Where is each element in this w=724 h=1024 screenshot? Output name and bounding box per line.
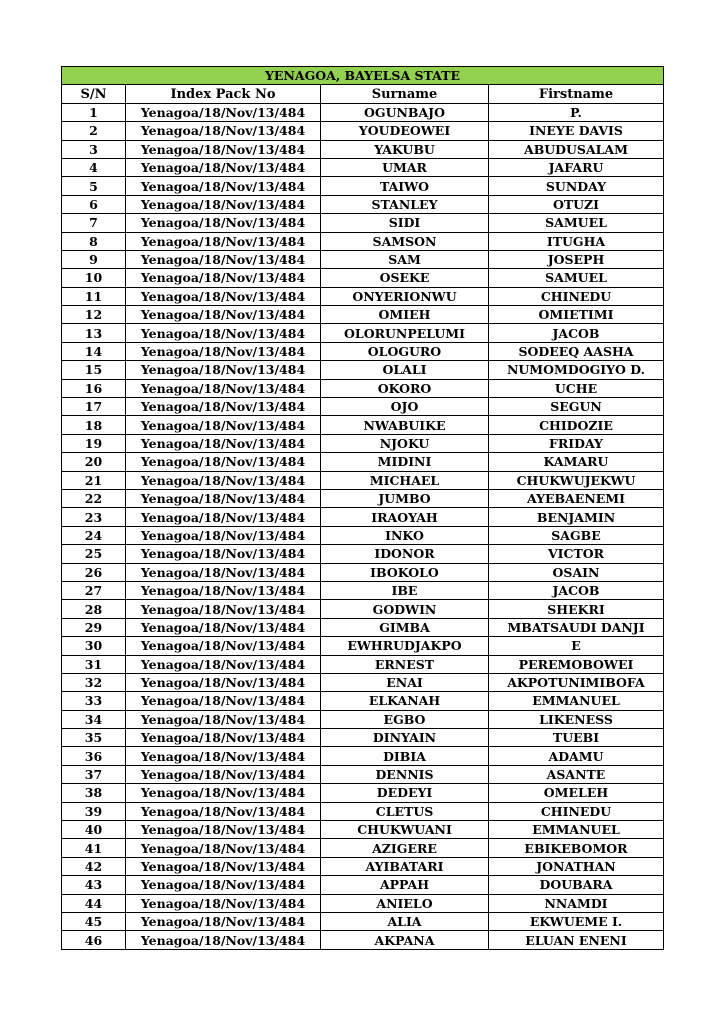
- cell-index-pack-no: Yenagoa/18/Nov/13/484: [126, 434, 321, 452]
- cell-sn: 12: [62, 306, 126, 324]
- cell-surname: MICHAEL: [321, 471, 489, 489]
- cell-index-pack-no: Yenagoa/18/Nov/13/484: [126, 250, 321, 268]
- cell-sn: 39: [62, 802, 126, 820]
- table-row: [62, 784, 664, 802]
- cell-sn: 5: [62, 177, 126, 195]
- cell-index-pack-no: Yenagoa/18/Nov/13/484: [126, 453, 321, 471]
- cell-firstname: ASANTE: [489, 765, 664, 783]
- cell-index-pack-no: Yenagoa/18/Nov/13/484: [126, 821, 321, 839]
- cell-index-pack-no: Yenagoa/18/Nov/13/484: [126, 508, 321, 526]
- cell-firstname: KAMARU: [489, 453, 664, 471]
- table-row: [62, 912, 664, 930]
- cell-sn: 16: [62, 379, 126, 397]
- cell-index-pack-no: Yenagoa/18/Nov/13/484: [126, 600, 321, 618]
- table-row: [62, 581, 664, 599]
- cell-sn: 36: [62, 747, 126, 765]
- cell-sn: 32: [62, 673, 126, 691]
- cell-index-pack-no: Yenagoa/18/Nov/13/484: [126, 214, 321, 232]
- cell-firstname: TUEBI: [489, 729, 664, 747]
- cell-index-pack-no: Yenagoa/18/Nov/13/484: [126, 195, 321, 213]
- cell-sn: 7: [62, 214, 126, 232]
- table-row: [62, 122, 664, 140]
- table-row: [62, 306, 664, 324]
- cell-firstname: EMMANUEL: [489, 692, 664, 710]
- cell-index-pack-no: Yenagoa/18/Nov/13/484: [126, 894, 321, 912]
- cell-sn: 1: [62, 103, 126, 121]
- cell-sn: 34: [62, 710, 126, 728]
- cell-surname: ALIA: [321, 912, 489, 930]
- cell-firstname: NUMOMDOGIYO D.: [489, 361, 664, 379]
- cell-surname: CHUKWUANI: [321, 821, 489, 839]
- cell-surname: GODWIN: [321, 600, 489, 618]
- cell-surname: NJOKU: [321, 434, 489, 452]
- cell-sn: 23: [62, 508, 126, 526]
- cell-index-pack-no: Yenagoa/18/Nov/13/484: [126, 747, 321, 765]
- cell-surname: OJO: [321, 398, 489, 416]
- table-row: [62, 158, 664, 176]
- cell-surname: DEDEYI: [321, 784, 489, 802]
- cell-surname: AYIBATARI: [321, 857, 489, 875]
- table-row: [62, 177, 664, 195]
- cell-index-pack-no: Yenagoa/18/Nov/13/484: [126, 489, 321, 507]
- table-row: [62, 416, 664, 434]
- table-row: [62, 545, 664, 563]
- cell-surname: OSEKE: [321, 269, 489, 287]
- cell-firstname: MBATSAUDI DANJI: [489, 618, 664, 636]
- cell-firstname: FRIDAY: [489, 434, 664, 452]
- cell-sn: 46: [62, 931, 126, 949]
- cell-sn: 25: [62, 545, 126, 563]
- cell-surname: INKO: [321, 526, 489, 544]
- cell-firstname: EBIKEBOMOR: [489, 839, 664, 857]
- table-row: [62, 250, 664, 268]
- cell-index-pack-no: Yenagoa/18/Nov/13/484: [126, 931, 321, 949]
- cell-index-pack-no: Yenagoa/18/Nov/13/484: [126, 361, 321, 379]
- cell-surname: YAKUBU: [321, 140, 489, 158]
- cell-firstname: AKPOTUNIMIBOFA: [489, 673, 664, 691]
- cell-index-pack-no: Yenagoa/18/Nov/13/484: [126, 526, 321, 544]
- cell-firstname: ABUDUSALAM: [489, 140, 664, 158]
- cell-sn: 26: [62, 563, 126, 581]
- cell-index-pack-no: Yenagoa/18/Nov/13/484: [126, 673, 321, 691]
- cell-firstname: SHEKRI: [489, 600, 664, 618]
- cell-surname: NWABUIKE: [321, 416, 489, 434]
- cell-firstname: EKWUEME I.: [489, 912, 664, 930]
- table-row: [62, 379, 664, 397]
- cell-surname: IDONOR: [321, 545, 489, 563]
- table-row: [62, 269, 664, 287]
- table-row: [62, 765, 664, 783]
- cell-sn: 44: [62, 894, 126, 912]
- cell-firstname: P.: [489, 103, 664, 121]
- table-row: [62, 526, 664, 544]
- table-row: [62, 361, 664, 379]
- cell-sn: 18: [62, 416, 126, 434]
- cell-surname: YOUDEOWEI: [321, 122, 489, 140]
- cell-index-pack-no: Yenagoa/18/Nov/13/484: [126, 306, 321, 324]
- cell-sn: 6: [62, 195, 126, 213]
- cell-firstname: CHINEDU: [489, 287, 664, 305]
- table-row: [62, 508, 664, 526]
- table-row: [62, 324, 664, 342]
- table-row: [62, 600, 664, 618]
- cell-sn: 11: [62, 287, 126, 305]
- cell-sn: 20: [62, 453, 126, 471]
- cell-index-pack-no: Yenagoa/18/Nov/13/484: [126, 563, 321, 581]
- cell-sn: 45: [62, 912, 126, 930]
- table-row: [62, 287, 664, 305]
- header-row: [62, 85, 664, 103]
- cell-firstname: CHINEDU: [489, 802, 664, 820]
- cell-firstname: SODEEQ AASHA: [489, 342, 664, 360]
- cell-index-pack-no: Yenagoa/18/Nov/13/484: [126, 876, 321, 894]
- cell-surname: DINYAIN: [321, 729, 489, 747]
- cell-index-pack-no: Yenagoa/18/Nov/13/484: [126, 287, 321, 305]
- table-row: [62, 637, 664, 655]
- cell-index-pack-no: Yenagoa/18/Nov/13/484: [126, 342, 321, 360]
- cell-sn: 21: [62, 471, 126, 489]
- cell-index-pack-no: Yenagoa/18/Nov/13/484: [126, 912, 321, 930]
- cell-index-pack-no: Yenagoa/18/Nov/13/484: [126, 379, 321, 397]
- cell-index-pack-no: Yenagoa/18/Nov/13/484: [126, 784, 321, 802]
- cell-surname: ENAI: [321, 673, 489, 691]
- cell-sn: 13: [62, 324, 126, 342]
- cell-firstname: LIKENESS: [489, 710, 664, 728]
- cell-surname: SIDI: [321, 214, 489, 232]
- cell-firstname: JAFARU: [489, 158, 664, 176]
- cell-index-pack-no: Yenagoa/18/Nov/13/484: [126, 122, 321, 140]
- table-row: [62, 453, 664, 471]
- cell-firstname: ADAMU: [489, 747, 664, 765]
- cell-index-pack-no: Yenagoa/18/Nov/13/484: [126, 269, 321, 287]
- table-row: [62, 195, 664, 213]
- cell-sn: 33: [62, 692, 126, 710]
- roster-table: [61, 66, 664, 950]
- cell-surname: ERNEST: [321, 655, 489, 673]
- table-row: [62, 398, 664, 416]
- cell-surname: AKPANA: [321, 931, 489, 949]
- cell-firstname: CHIDOZIE: [489, 416, 664, 434]
- table-row: [62, 894, 664, 912]
- cell-index-pack-no: Yenagoa/18/Nov/13/484: [126, 140, 321, 158]
- table-row: [62, 710, 664, 728]
- table-row: [62, 729, 664, 747]
- cell-firstname: NNAMDI: [489, 894, 664, 912]
- table-row: [62, 692, 664, 710]
- cell-firstname: AYEBAENEMI: [489, 489, 664, 507]
- cell-surname: OGUNBAJO: [321, 103, 489, 121]
- table-row: [62, 434, 664, 452]
- cell-sn: 30: [62, 637, 126, 655]
- cell-index-pack-no: Yenagoa/18/Nov/13/484: [126, 655, 321, 673]
- cell-index-pack-no: Yenagoa/18/Nov/13/484: [126, 416, 321, 434]
- cell-index-pack-no: Yenagoa/18/Nov/13/484: [126, 729, 321, 747]
- cell-surname: UMAR: [321, 158, 489, 176]
- cell-firstname: OMELEH: [489, 784, 664, 802]
- table-row: [62, 232, 664, 250]
- cell-surname: OMIEH: [321, 306, 489, 324]
- cell-firstname: VICTOR: [489, 545, 664, 563]
- cell-sn: 19: [62, 434, 126, 452]
- cell-surname: IBOKOLO: [321, 563, 489, 581]
- cell-index-pack-no: Yenagoa/18/Nov/13/484: [126, 232, 321, 250]
- cell-sn: 38: [62, 784, 126, 802]
- cell-firstname: JACOB: [489, 324, 664, 342]
- cell-sn: 42: [62, 857, 126, 875]
- table-row: [62, 471, 664, 489]
- cell-surname: IBE: [321, 581, 489, 599]
- cell-surname: ONYERIONWU: [321, 287, 489, 305]
- cell-firstname: DOUBARA: [489, 876, 664, 894]
- cell-sn: 37: [62, 765, 126, 783]
- cell-firstname: BENJAMIN: [489, 508, 664, 526]
- cell-sn: 31: [62, 655, 126, 673]
- cell-firstname: INEYE DAVIS: [489, 122, 664, 140]
- cell-surname: CLETUS: [321, 802, 489, 820]
- cell-firstname: ITUGHA: [489, 232, 664, 250]
- table-row: [62, 857, 664, 875]
- cell-firstname: ELUAN ENENI: [489, 931, 664, 949]
- cell-surname: ELKANAH: [321, 692, 489, 710]
- cell-surname: GIMBA: [321, 618, 489, 636]
- cell-index-pack-no: Yenagoa/18/Nov/13/484: [126, 802, 321, 820]
- cell-sn: 15: [62, 361, 126, 379]
- cell-sn: 17: [62, 398, 126, 416]
- cell-sn: 40: [62, 821, 126, 839]
- cell-firstname: E: [489, 637, 664, 655]
- cell-surname: OLOGURO: [321, 342, 489, 360]
- cell-sn: 3: [62, 140, 126, 158]
- table-row: [62, 342, 664, 360]
- cell-surname: SAM: [321, 250, 489, 268]
- cell-sn: 10: [62, 269, 126, 287]
- header-sn: S/N: [62, 85, 126, 103]
- cell-surname: OKORO: [321, 379, 489, 397]
- cell-index-pack-no: Yenagoa/18/Nov/13/484: [126, 581, 321, 599]
- cell-firstname: EMMANUEL: [489, 821, 664, 839]
- title-row: [62, 67, 664, 85]
- cell-surname: TAIWO: [321, 177, 489, 195]
- cell-surname: EGBO: [321, 710, 489, 728]
- cell-sn: 29: [62, 618, 126, 636]
- cell-index-pack-no: Yenagoa/18/Nov/13/484: [126, 177, 321, 195]
- cell-index-pack-no: Yenagoa/18/Nov/13/484: [126, 710, 321, 728]
- cell-surname: EWHRUDJAKPO: [321, 637, 489, 655]
- table-row: [62, 140, 664, 158]
- table-row: [62, 839, 664, 857]
- cell-surname: STANLEY: [321, 195, 489, 213]
- cell-index-pack-no: Yenagoa/18/Nov/13/484: [126, 103, 321, 121]
- cell-surname: OLORUNPELUMI: [321, 324, 489, 342]
- cell-sn: 27: [62, 581, 126, 599]
- table-row: [62, 821, 664, 839]
- cell-sn: 9: [62, 250, 126, 268]
- cell-firstname: PEREMOBOWEI: [489, 655, 664, 673]
- cell-firstname: JACOB: [489, 581, 664, 599]
- cell-firstname: SUNDAY: [489, 177, 664, 195]
- cell-index-pack-no: Yenagoa/18/Nov/13/484: [126, 637, 321, 655]
- cell-sn: 22: [62, 489, 126, 507]
- cell-index-pack-no: Yenagoa/18/Nov/13/484: [126, 857, 321, 875]
- cell-sn: 2: [62, 122, 126, 140]
- cell-sn: 8: [62, 232, 126, 250]
- table-row: [62, 489, 664, 507]
- cell-index-pack-no: Yenagoa/18/Nov/13/484: [126, 692, 321, 710]
- cell-surname: DENNIS: [321, 765, 489, 783]
- cell-surname: SAMSON: [321, 232, 489, 250]
- cell-surname: JUMBO: [321, 489, 489, 507]
- cell-index-pack-no: Yenagoa/18/Nov/13/484: [126, 765, 321, 783]
- cell-sn: 14: [62, 342, 126, 360]
- cell-sn: 28: [62, 600, 126, 618]
- header-surname: Surname: [321, 85, 489, 103]
- table-title: YENAGOA, BAYELSA STATE: [62, 67, 664, 85]
- cell-index-pack-no: Yenagoa/18/Nov/13/484: [126, 158, 321, 176]
- table-row: [62, 214, 664, 232]
- header-firstname: Firstname: [489, 85, 664, 103]
- table-row: [62, 876, 664, 894]
- cell-firstname: CHUKWUJEKWU: [489, 471, 664, 489]
- cell-sn: 24: [62, 526, 126, 544]
- cell-firstname: UCHE: [489, 379, 664, 397]
- table-row: [62, 103, 664, 121]
- cell-index-pack-no: Yenagoa/18/Nov/13/484: [126, 839, 321, 857]
- cell-firstname: JOSEPH: [489, 250, 664, 268]
- cell-index-pack-no: Yenagoa/18/Nov/13/484: [126, 471, 321, 489]
- cell-index-pack-no: Yenagoa/18/Nov/13/484: [126, 398, 321, 416]
- cell-firstname: JONATHAN: [489, 857, 664, 875]
- cell-surname: AZIGERE: [321, 839, 489, 857]
- cell-surname: IRAOYAH: [321, 508, 489, 526]
- table-row: [62, 931, 664, 949]
- cell-index-pack-no: Yenagoa/18/Nov/13/484: [126, 324, 321, 342]
- table-row: [62, 747, 664, 765]
- cell-firstname: SAMUEL: [489, 269, 664, 287]
- header-index-pack-no: Index Pack No: [126, 85, 321, 103]
- table-row: [62, 618, 664, 636]
- cell-index-pack-no: Yenagoa/18/Nov/13/484: [126, 618, 321, 636]
- cell-firstname: SAGBE: [489, 526, 664, 544]
- table-row: [62, 655, 664, 673]
- cell-surname: OLALI: [321, 361, 489, 379]
- cell-firstname: OSAIN: [489, 563, 664, 581]
- cell-surname: APPAH: [321, 876, 489, 894]
- table-row: [62, 673, 664, 691]
- cell-firstname: OMIETIMI: [489, 306, 664, 324]
- cell-surname: DIBIA: [321, 747, 489, 765]
- cell-surname: MIDINI: [321, 453, 489, 471]
- cell-firstname: SAMUEL: [489, 214, 664, 232]
- cell-sn: 4: [62, 158, 126, 176]
- cell-sn: 35: [62, 729, 126, 747]
- table-row: [62, 563, 664, 581]
- table-body: [62, 103, 664, 949]
- cell-surname: ANIELO: [321, 894, 489, 912]
- cell-sn: 41: [62, 839, 126, 857]
- cell-index-pack-no: Yenagoa/18/Nov/13/484: [126, 545, 321, 563]
- table-row: [62, 802, 664, 820]
- cell-sn: 43: [62, 876, 126, 894]
- cell-firstname: SEGUN: [489, 398, 664, 416]
- cell-firstname: OTUZI: [489, 195, 664, 213]
